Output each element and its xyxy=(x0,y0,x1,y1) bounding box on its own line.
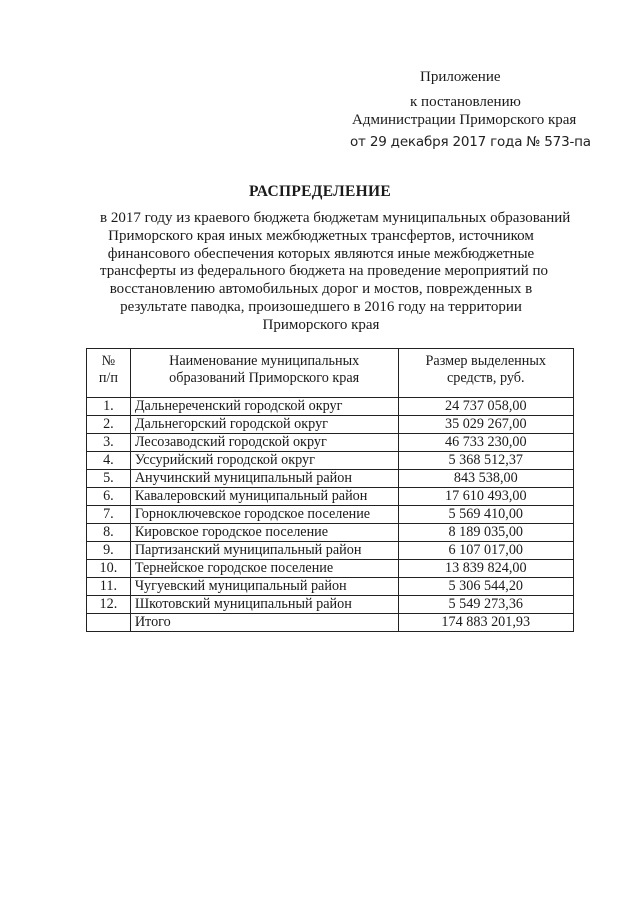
row-num: 12. xyxy=(87,596,131,614)
row-name: Кавалеровский муниципальный район xyxy=(130,488,398,506)
document-subtitle xyxy=(100,210,571,335)
subtitle-line: восстановлению автомобильных дорог и мостов, поврежденных в xyxy=(109,281,533,298)
table-row xyxy=(87,416,574,434)
row-num: 9. xyxy=(87,542,131,560)
row-name: Дальнереченский городской округ xyxy=(130,398,398,416)
header-num-line2: п/п xyxy=(98,369,118,386)
row-name: Уссурийский городской округ xyxy=(130,452,398,470)
row-amount: 6 107 017,00 xyxy=(398,542,573,560)
row-name: Партизанский муниципальный район xyxy=(130,542,398,560)
subtitle-line: в 2017 году из краевого бюджета бюджетам муниципальных образований xyxy=(100,210,571,226)
row-num: 4. xyxy=(87,452,131,470)
total-amount: 174 883 201,93 xyxy=(398,614,573,632)
header-name-line2: образований Приморского края xyxy=(169,369,360,386)
row-num: 8. xyxy=(87,524,131,542)
row-amount: 5 306 544,20 xyxy=(398,578,573,596)
row-amount: 24 737 058,00 xyxy=(398,398,573,416)
table-row xyxy=(87,470,574,488)
row-num: 5. xyxy=(87,470,131,488)
header-num-line1: № xyxy=(101,353,116,369)
row-num: 1. xyxy=(87,398,131,416)
subtitle-line: Приморского края xyxy=(262,316,380,333)
table-row xyxy=(87,578,574,596)
subtitle-line: финансового обеспечения которых являются иные межбюджетные xyxy=(107,245,535,262)
row-name: Чугуевский муниципальный район xyxy=(130,578,398,596)
table-row xyxy=(87,488,574,506)
row-num: 7. xyxy=(87,506,131,524)
row-name: Анучинский муниципальный район xyxy=(130,470,398,488)
row-name: Дальнегорский городской округ xyxy=(130,416,398,434)
header-amount xyxy=(398,349,573,398)
row-amount: 843 538,00 xyxy=(398,470,573,488)
appendix-title: Приложение xyxy=(420,69,501,85)
appendix-to-line: к постановлению xyxy=(410,94,521,110)
row-amount: 13 839 824,00 xyxy=(398,560,573,578)
row-num: 6. xyxy=(87,488,131,506)
row-amount: 8 189 035,00 xyxy=(398,524,573,542)
total-num-empty xyxy=(87,614,131,632)
row-name: Тернейское городское поселение xyxy=(130,560,398,578)
row-name: Шкотовский муниципальный район xyxy=(130,596,398,614)
subtitle-line: трансферты из федерального бюджета на проведение мероприятий по xyxy=(100,263,549,280)
row-amount: 17 610 493,00 xyxy=(398,488,573,506)
subtitle-line: Приморского края иных межбюджетных трансфертов, источником xyxy=(108,227,534,244)
header-num xyxy=(87,349,131,398)
row-amount: 5 569 410,00 xyxy=(398,506,573,524)
row-amount: 5 368 512,37 xyxy=(398,452,573,470)
table-row xyxy=(87,596,574,614)
table-row xyxy=(87,560,574,578)
appendix-date-line: от 29 декабря 2017 года № 573-па xyxy=(350,134,591,150)
table-total-row xyxy=(87,614,574,632)
row-num: 11. xyxy=(87,578,131,596)
table-row xyxy=(87,524,574,542)
table-row xyxy=(87,434,574,452)
row-num: 10. xyxy=(87,560,131,578)
row-name: Горноключевское городское поселение xyxy=(130,506,398,524)
table-row xyxy=(87,398,574,416)
header-name xyxy=(130,349,398,398)
document-heading: РАСПРЕДЕЛЕНИЕ xyxy=(249,183,391,200)
header-amount-line1: Размер выделенных xyxy=(425,353,546,369)
table-header-row xyxy=(87,349,574,398)
row-num: 2. xyxy=(87,416,131,434)
row-amount: 46 733 230,00 xyxy=(398,434,573,452)
row-amount: 5 549 273,36 xyxy=(398,596,573,614)
header-amount-line2: средств, руб. xyxy=(446,369,525,386)
row-num: 3. xyxy=(87,434,131,452)
total-label: Итого xyxy=(130,614,398,632)
header-name-line1: Наименование муниципальных xyxy=(169,353,360,369)
table-row xyxy=(87,452,574,470)
appendix-administration: Администрации Приморского края xyxy=(352,112,577,128)
table-row xyxy=(87,506,574,524)
row-name: Лесозаводский городской округ xyxy=(130,434,398,452)
table-row xyxy=(87,542,574,560)
subtitle-line: результате паводка, произошедшего в 2016 году на территории xyxy=(120,298,522,315)
row-name: Кировское городское поселение xyxy=(130,524,398,542)
distribution-table xyxy=(86,348,574,632)
row-amount: 35 029 267,00 xyxy=(398,416,573,434)
